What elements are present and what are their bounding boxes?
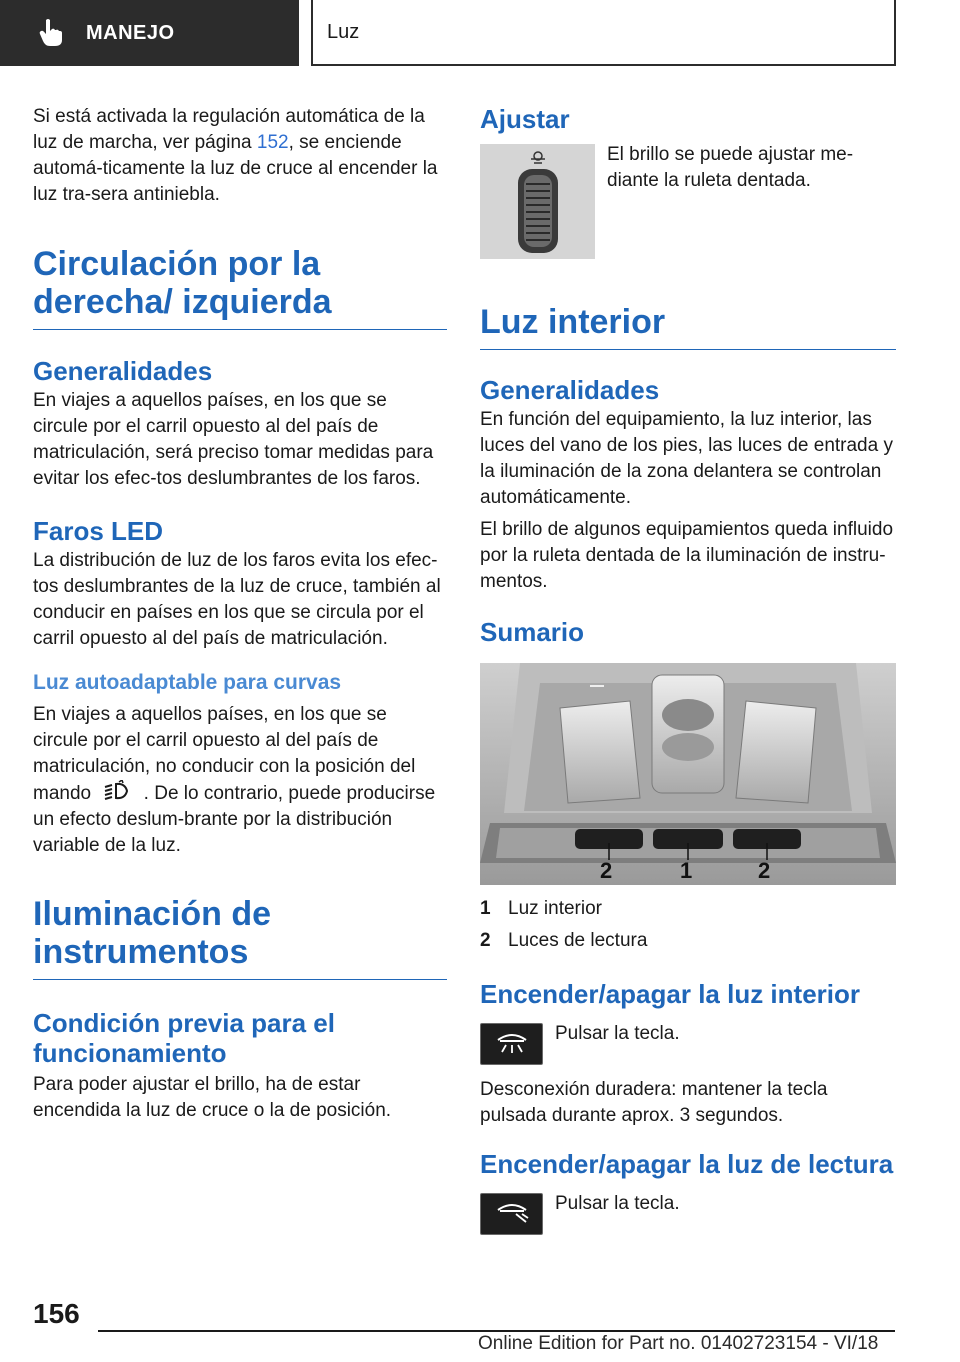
paragraph-faros-led: La distribución de luz de los faros evita los efec-tos deslumbrantes de la luz de cruce, también al conducir en países en los que se circula por el carril opuesto al del país de matriculación.	[33, 550, 441, 649]
paragraph-gen-2: El brillo de algunos equipamientos queda influido por la ruleta dentada de la iluminación de instru-mentos.	[480, 519, 894, 592]
heading-sumario: Sumario	[480, 617, 585, 647]
interior-light-icon	[492, 1032, 532, 1056]
heading-circulacion: Circulación por la derecha/ izquierda	[33, 245, 447, 330]
reading-light-icon	[492, 1202, 532, 1226]
heading-ajustar: Ajustar	[480, 104, 570, 134]
intro-paragraph	[33, 104, 447, 208]
heading-condicion: Condición previa para el funcionamiento	[33, 1008, 335, 1068]
heading-encender-interior: Encender/apagar la luz interior	[480, 979, 860, 1009]
paragraph-pulsar-2: Pulsar la tecla.	[555, 1193, 680, 1214]
legend-number: 1	[480, 898, 491, 919]
paragraph-luz-curvas	[33, 702, 447, 859]
hand-pointer-icon	[38, 18, 64, 48]
page-number: 156	[33, 1298, 80, 1329]
reading-button-row	[480, 1193, 896, 1235]
heading-encender-lectura: Encender/apagar la luz de lectura	[480, 1149, 894, 1179]
topic-title: Luz	[311, 0, 896, 66]
callout-label-center: 1	[680, 858, 693, 883]
callout-label-right: 2	[758, 858, 771, 883]
heading-iluminacion: Iluminación de instrumentos	[33, 895, 447, 980]
paragraph-pulsar-1: Pulsar la tecla.	[555, 1023, 680, 1044]
section-tab	[0, 0, 299, 66]
legend-item	[480, 893, 896, 925]
heading-luz-interior: Luz interior	[480, 303, 896, 350]
light-control-icon	[102, 780, 132, 802]
heading-generalidades-2: Generalidades	[480, 375, 660, 405]
curvas-text-a: En viajes a aquellos países, en los que se circule por el carril opuesto al del país de matriculación, no conducir con la posición del mando	[33, 704, 416, 804]
thumbwheel-image	[480, 144, 595, 259]
overhead-console-image	[480, 663, 896, 885]
intro-text-b: , se enciende automá-ticamente la luz de cruce al encender la luz tra-sera antiniebla.	[33, 132, 438, 205]
left-column	[33, 96, 447, 1124]
heading-luz-curvas: Luz autoadaptable para curvas	[33, 671, 342, 694]
figure-legend	[480, 893, 896, 957]
legend-text: Luz interior	[508, 898, 602, 919]
curvas-text-b: . De lo contrario, puede producirse un efecto deslum-brante por la distribución variable de la luz.	[33, 783, 436, 856]
legend-number: 2	[480, 930, 491, 951]
paragraph-gen-1: En función del equipamiento, la luz interior, las luces del vano de los pies, las luces de entrada y la iluminación de la zona delantera se controlan automáticamente.	[480, 409, 893, 508]
page-link[interactable]: 152	[256, 132, 289, 153]
heading-generalidades: Generalidades	[33, 356, 213, 386]
legend-item	[480, 925, 896, 957]
interior-light-key-image	[480, 1023, 543, 1065]
edition-note: Online Edition for Part no. 01402723154 - VI/18	[478, 1333, 879, 1354]
interior-button-row	[480, 1023, 896, 1065]
right-column	[480, 96, 896, 1235]
paragraph-generalidades: En viajes a aquellos países, en los que se circule por el carril opuesto al del país de matriculación, será preciso tomar medidas para evitar los efec-tos deslumbrantes de los faros.	[33, 390, 434, 489]
reading-light-key-image	[480, 1193, 543, 1235]
legend-text: Luces de lectura	[508, 930, 648, 951]
ajustar-figure-row	[480, 144, 896, 259]
paragraph-condicion: Para poder ajustar el brillo, ha de estar encendida la luz de cruce o la de posición.	[33, 1074, 392, 1121]
paragraph-ajustar: El brillo se puede ajustar me-diante la ruleta dentada.	[607, 144, 854, 191]
intro-text-a: Si está activada la regulación automática de la luz de marcha, ver página	[33, 106, 425, 153]
section-label: MANEJO	[86, 21, 175, 44]
footer-divider	[98, 1330, 895, 1332]
paragraph-desconexion: Desconexión duradera: mantener la tecla pulsada durante aprox. 3 segundos.	[480, 1079, 828, 1126]
callout-label-left: 2	[600, 858, 613, 883]
heading-faros-led: Faros LED	[33, 516, 164, 546]
